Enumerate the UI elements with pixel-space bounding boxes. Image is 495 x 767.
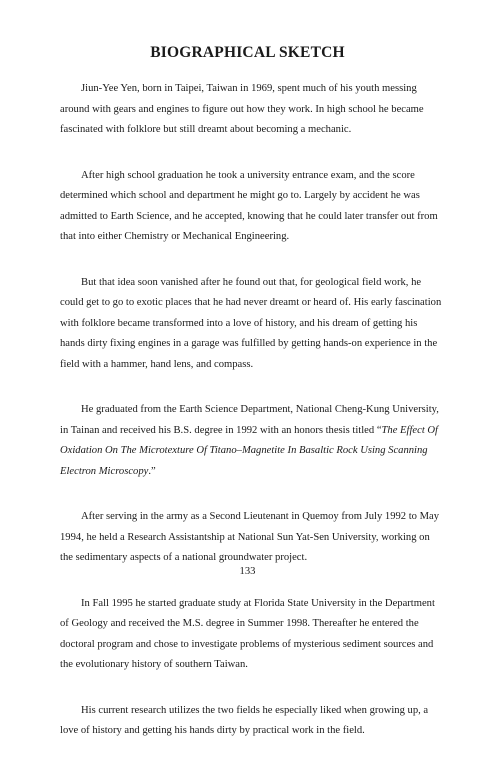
paragraph-childhood: Jiun-Yee Yen, born in Taipei, Taiwan in 1969, spent much of his youth messing around with gears and engines to figure out how they work. In high school he became fascinated with folklore but still dreamt about becoming a mechanic. xyxy=(60,83,424,135)
paragraph-graduate-study: In Fall 1995 he started graduate study at Florida State University in the Department of Geology and received the M.S. degree in Summer 1998. Thereafter he entered the doctoral program and chose to investigate problems of mysterious sediment sources and the evolutionary history of southern Taiwan. xyxy=(60,597,435,670)
paragraph-field-work: But that idea soon vanished after he found out that, for geological field work, he could get to go to exotic places that he had never dreamt or heard of. His early fascination with folklore became transformed into a love of history, and his dream of getting his hands dirty fixing engines in a garage was fulfilled by getting hands-on experience in the field with a hammer, hand lens, and compass. xyxy=(60,276,442,370)
paragraph-current-research: His current research utilizes the two fields he especially liked when growing up, a love of history and getting his hands dirty by practical work in the field. xyxy=(60,704,429,736)
page-number: 133 xyxy=(239,566,256,577)
page-title: BIOGRAPHICAL SKETCH xyxy=(150,44,345,61)
degree-text-after: .” xyxy=(148,465,156,477)
paragraph-army-service: After serving in the army as a Second Lieutenant in Quemoy from July 1992 to May 1994, he held a Research Assistantship at National Sun Yat-Sen University, working on the sedimentary aspects of a national groundwater project. xyxy=(60,511,440,563)
thesis-title: The Effect Of Oxidation On The Microtexture Of Titano–Magnetite In Basaltic Rock Using Scanning Electron Microscopy xyxy=(60,424,439,477)
paragraph-undergraduate-degree xyxy=(60,400,444,482)
paragraph-university-entrance: After high school graduation he took a university entrance exam, and the score determined which school and department he might go to. Largely by accident he was admitted to Earth Science, and he accepted, knowing that he could later transfer out from that into either Chemistry or Mechanical Engineering. xyxy=(60,169,438,242)
degree-text-before: He graduated from the Earth Science Department, National Cheng-Kung University, in Tainan and received his B.S. degree in 1992 with an honors thesis titled “ xyxy=(60,404,439,436)
biography-body xyxy=(60,79,444,767)
